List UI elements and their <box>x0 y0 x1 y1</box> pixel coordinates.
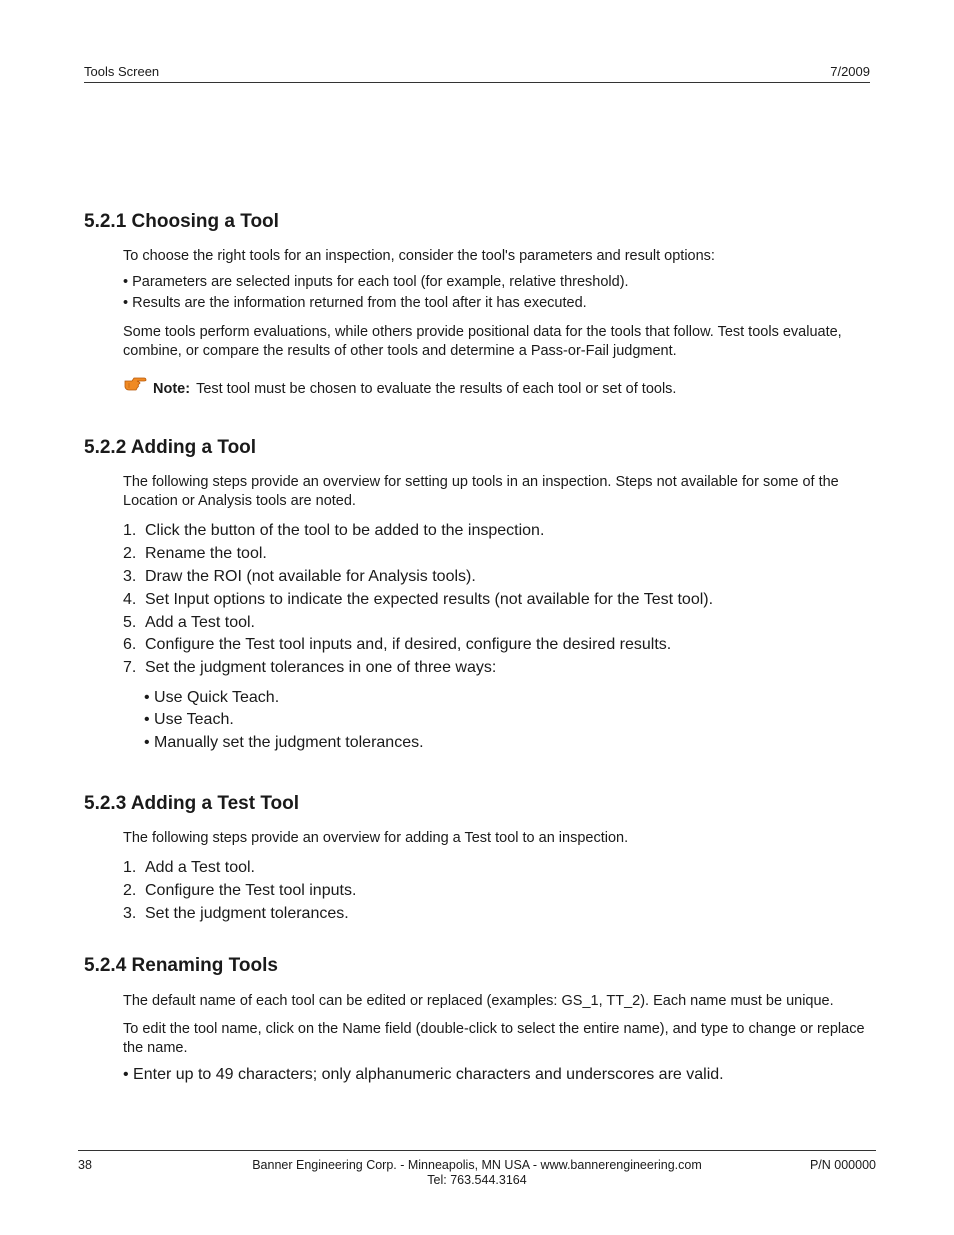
section-heading-adding-a-tool: 5.2.2 Adding a Tool <box>84 437 257 458</box>
list-item: 2. Configure the Test tool inputs. <box>123 882 357 899</box>
list-item: 1. Add a Test tool. <box>123 859 255 876</box>
footer-telephone: Tel: 763.544.3164 <box>427 1173 527 1187</box>
list-item: 3. Set the judgment tolerances. <box>123 905 349 922</box>
pointing-hand-icon <box>123 375 147 391</box>
header-divider <box>84 82 870 83</box>
choosing-bullet-parameters: • Parameters are selected inputs for each tool (for example, relative threshold). <box>123 274 629 290</box>
adding-intro-paragraph: The following steps provide an overview for setting up tools in an inspection. Steps not available for some of the Location or Analysis tools are noted. <box>123 474 839 509</box>
page-number: 38 <box>78 1158 92 1172</box>
choosing-evaluation-paragraph: Some tools perform evaluations, while others provide positional data for the tools that follow. Test tools evaluate, combine, or compare the results of other tools and determine a Pass-or-Fail judgment. <box>123 324 842 359</box>
list-item: 6. Configure the Test tool inputs and, if desired, configure the desired results. <box>123 636 672 653</box>
header-section-title: Tools Screen <box>84 64 160 79</box>
footer-divider <box>78 1150 876 1151</box>
section-heading-renaming-tools: 5.2.4 Renaming Tools <box>84 955 278 976</box>
footer-company: Banner Engineering Corp. - Minneapolis, MN USA - www.bannerengineering.com <box>252 1158 702 1172</box>
list-item: 1. Click the button of the tool to be added to the inspection. <box>123 522 545 539</box>
renaming-character-limit-bullet: • Enter up to 49 characters; only alphanumeric characters and underscores are valid. <box>123 1066 724 1083</box>
sub-bullet-teach: • Use Teach. <box>144 711 234 728</box>
note-label: Note: <box>153 381 191 397</box>
list-item: 5. Add a Test tool. <box>123 614 255 631</box>
renaming-default-name-paragraph: The default name of each tool can be edited or replaced (examples: GS_1, TT_2). Each name must be unique. <box>123 993 834 1009</box>
header-date: 7/2009 <box>830 64 870 79</box>
section-heading-choosing-a-tool: 5.2.1 Choosing a Tool <box>84 211 279 232</box>
choosing-intro-paragraph: To choose the right tools for an inspection, consider the tool's parameters and result options: <box>123 248 715 264</box>
test-tool-intro-paragraph: The following steps provide an overview for adding a Test tool to an inspection. <box>123 830 629 846</box>
list-item: 3. Draw the ROI (not available for Analysis tools). <box>123 568 476 585</box>
list-item: 4. Set Input options to indicate the expected results (not available for the Test tool). <box>123 591 714 608</box>
renaming-edit-paragraph: To edit the tool name, click on the Name field (double-click to select the entire name), and type to change or replace the name. <box>123 1021 865 1056</box>
sub-bullet-manual: • Manually set the judgment tolerances. <box>144 734 424 751</box>
list-item: 2. Rename the tool. <box>123 545 267 562</box>
note-text: Test tool must be chosen to evaluate the results of each tool or set of tools. <box>196 381 677 397</box>
list-item: 7. Set the judgment tolerances in one of three ways: <box>123 659 497 676</box>
part-number: P/N 000000 <box>809 1158 876 1172</box>
sub-bullet-quick-teach: • Use Quick Teach. <box>144 689 280 706</box>
section-heading-adding-a-test-tool: 5.2.3 Adding a Test Tool <box>84 793 300 814</box>
note-callout <box>153 381 676 397</box>
choosing-bullet-results: • Results are the information returned from the tool after it has executed. <box>123 295 587 311</box>
